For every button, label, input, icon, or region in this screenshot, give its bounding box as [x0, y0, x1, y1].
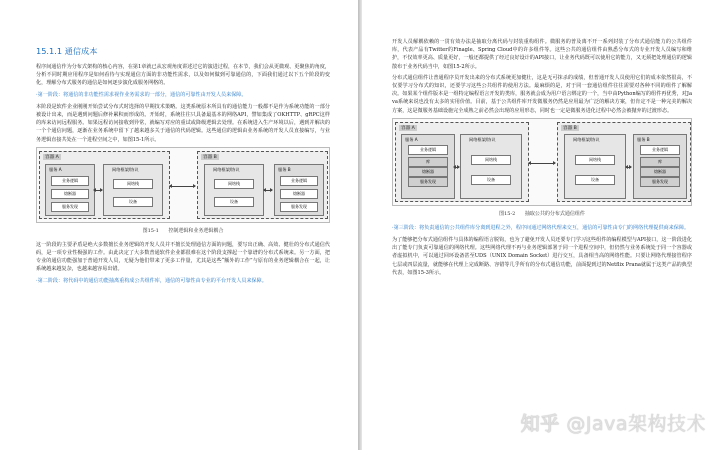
container-b-label: 容器 B [203, 154, 217, 160]
network-title: 网络框架/协议 [573, 136, 600, 142]
arrow [454, 167, 459, 168]
paragraph: 开发人员解耦依赖的一贯有效办法是抽取分离代码与封装重构组件。微服务的普及离不开一系列封装了分布式通信能力的公共组件库，代表产品有Twitter的Finagle、Spring Cloud中的许多组件等。这些公共的通信组件由熟悉分布式的专业开发人员编写和维护，不仅效率更高、质量更好，一般还都提供了经过良好设计的API接口，让业务代码既可以使用它的能力，又无须把处理通信的逻辑散布于业务代码当中，如图15-2所示。 [392, 39, 692, 70]
arrow [94, 190, 102, 191]
container-a-label: 容器 A [45, 154, 59, 160]
service-a-label: 服务 A [49, 166, 62, 172]
figure-caption-text: 控制逻辑和业务逻辑耦合 [168, 227, 224, 234]
service-a-item: 服务发现 [51, 202, 89, 212]
library-label: 库 [640, 157, 680, 167]
device-item: 设备 [214, 197, 254, 207]
stage-two-note: ·第二阶段：将代码中的通信功能抽离重构成公共组件库，通信的可靠性由专业的平台开发人员来保障。 [36, 277, 267, 284]
figure-caption [392, 210, 692, 217]
service-b-label: 服务 B [637, 136, 650, 142]
service-a-item: 业务逻辑 [408, 145, 448, 155]
figure-caption-text: 抽取公共的分布式通信组件 [524, 210, 585, 217]
figure-number: 图15-2 [499, 210, 516, 217]
watermark [521, 409, 706, 436]
container-b-label: 容器 B [563, 125, 577, 131]
section-number: 15.1.1 [36, 46, 63, 56]
network-title: 网络框架/协议 [112, 166, 139, 172]
network-item: 网络栈 [113, 179, 153, 189]
service-b-item: 服务发现 [640, 177, 680, 187]
network-title: 网络框架/协议 [469, 136, 496, 142]
service-a-label: 服务 A [405, 136, 418, 142]
figure-15-2 [392, 118, 692, 206]
container-b [197, 151, 328, 219]
container-a [39, 151, 170, 219]
service-a [45, 164, 95, 216]
paragraph: 这一阶段的主要矛盾是绝大多数擅长业务逻辑的开发人员并不擅长处理通信方面的问题，要写出正确、高效、健壮的分布式通信代码，是一项专业性极强的工作。由此决定了大多数普通软件企业都很难在这个阶段支撑起一个靠谱的分布式系统来。另一方面，把专业的通信功能强加于普通开发人员，无疑为他们带来了更多工作量，尤其是这些“额外的工作”与原有的业务逻辑耦合在一起，让系统越来越复杂，也越来越容易出错。 [36, 241, 330, 273]
arrow [170, 186, 195, 187]
section-title: 通信成本 [64, 46, 98, 56]
watermark-site: 知乎 [520, 413, 560, 435]
arrow [264, 190, 272, 191]
service-a-item: 熔断器 [51, 189, 89, 199]
device-item: 设备 [471, 175, 511, 185]
network-item: 网络栈 [471, 155, 511, 165]
network-title: 网络框架/协议 [213, 166, 240, 172]
service-b-item: 熔断器 [640, 167, 680, 177]
stage-one-note: ·第一阶段：将通信的非功能性需求视作业务需求的一部分，通信的可靠性由开发人员来保障。 [36, 91, 247, 98]
figure-number: 图15-1 [142, 227, 159, 234]
service-b-item: 服务发现 [280, 202, 318, 212]
paragraph: 分布式通信组件让普通程序员开发出来的分布式系统更加健壮，这是无可抹杀的成绩，但普通开发人员使用它们的成本依然很高，不仅要学习分布式的知识，还要学习这些公共组件的使用方法。最麻烦的是，对于同一套通信组件往往需要对各种不同的组件了解解决。如果某个组件版本是一组特定编程语言开发的类库，服务就会成为用户语言绑定的一个，当中由Python编写的组件再优秀，对Java系统来说也没有太多的实用价值。目前，基于公共组件库开发微服务仍然是应用最为广泛的解决方案，但肯定不是一种完美的解决方案，这是微服务基础设施完全成熟之前必然会出现的应用形态，同时也一定是微服务进化过程中必然会被抛弃的过渡形态。 [392, 74, 692, 114]
left-page [0, 0, 358, 450]
service-b-label: 服务 B [278, 166, 291, 172]
service-b-item: 熔断器 [280, 189, 318, 199]
container-a-label: 容器 A [401, 125, 415, 131]
service-b-item: 业务逻辑 [280, 176, 318, 186]
network-item: 网络栈 [214, 179, 254, 189]
device-item: 设备 [113, 197, 153, 207]
section-heading [36, 46, 330, 57]
service-a-item: 业务逻辑 [51, 176, 89, 186]
left-content [36, 46, 330, 289]
service-b [633, 134, 687, 199]
right-page [362, 0, 720, 450]
service-a-item: 服务发现 [408, 177, 448, 187]
arrow [529, 163, 555, 164]
paragraph: 为了能够把分布式通信组件与具体的编程语言脱钩，也为了避免开发人员还要专门学习这些组件的编程模型与API接口，这一阶段进化出了能专门负责可靠通信的网络代理。这些网络代理不再与业务逻辑部署于同一个进程空间中，但仍然与业务系统处于同一个容器或者虚拟机中，可以通过回环设备甚至UDS（UNIX Domain Socket）进行交互，具备相当高的网络性能。只要让网络代理接管程序七层或四层流量，就能够在代理上完成断路、容错等几乎所有的分布式通信功能，前面提到过的Netflix Prana就属于这类产品的典型代表，如图15-3所示。 [392, 237, 692, 276]
container-b [557, 122, 691, 202]
paragraph: 程序间通信作为分布式架构的核心内容，在第1章就已从宏观角度讲述过它的演进过程，在本节，我们会从更微观、更聚焦的角度，分析不同时期应用程序是如何看待与实现通信方面的非功能性需求，以及如何做到可靠通信的，下面我们通过以下五个阶段的变化，理解分布式服务的通信是如何逐步演化成服务网格的。 [36, 64, 330, 87]
library-label: 库 [408, 157, 448, 167]
service-b [274, 164, 324, 216]
network-stack-b [564, 134, 626, 199]
network-stack-b [204, 164, 264, 216]
network-item: 网络栈 [575, 155, 615, 165]
service-a [401, 134, 455, 199]
stage-three-note: ·第三阶段：将负责通信的公共组件库分离到进程之外，程序间通过网络代理来交互，通信的可靠性由专门的网络代理提供商来保障。 [392, 224, 690, 231]
arrow [626, 167, 631, 168]
service-b-item: 业务逻辑 [640, 145, 680, 155]
network-stack-a [103, 164, 163, 216]
network-stack-a [460, 134, 522, 199]
watermark-author: @Java架构技术 [566, 413, 706, 435]
paragraph: 本阶段是软件企业刚刚开始尝试分布式时选择的早期技术策略。这类系统原本所具有的通信能力一般都不是作为系统功能的一部分被设计出来，而是遇到问题后修补累积而形成的。开始时，系统往往只具备最基本的网络API，譬如集成了OKHTTP、gRPC这样的库来访问远程服务。如果远程访问接收到异常，就编写对应的重试或降级逻辑去处理。在系统进入生产环境以后，遇到并解决的一个个通信问题，逐渐在业务系统中留下了越来越多关于通信的代码逻辑。这些通信的逻辑由业务系统的开发人员直接编写，与业务逻辑直接共处在一个进程空间之中，如图15-1所示。 [36, 103, 330, 143]
figure-15-1 [36, 147, 330, 223]
device-item: 设备 [575, 175, 615, 185]
container-a [395, 122, 529, 202]
right-content [392, 38, 692, 280]
service-a-item: 熔断器 [408, 167, 448, 177]
figure-caption [36, 227, 330, 234]
